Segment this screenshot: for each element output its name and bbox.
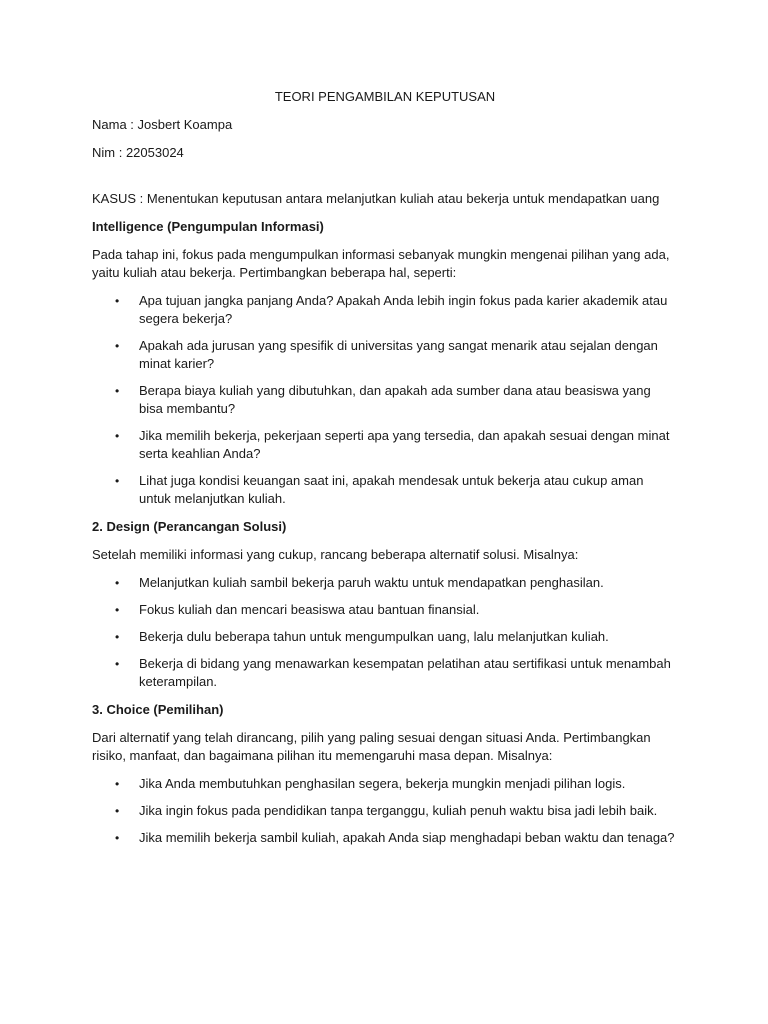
bullet-list-design — [92, 574, 678, 691]
document-page — [92, 88, 678, 857]
bullet-list-intelligence — [92, 292, 678, 508]
section-intro-intelligence: Pada tahap ini, fokus pada mengumpulkan informasi sebanyak mungkin mengenai pilihan yang ada, yaitu kuliah atau bekerja. Pertimbangkan beberapa hal, seperti: — [92, 247, 670, 280]
section-heading-intelligence: Intelligence (Pengumpulan Informasi) — [92, 219, 324, 234]
list-item — [92, 829, 678, 847]
bullet-icon: • — [115, 339, 120, 353]
list-item-text: Bekerja dulu beberapa tahun untuk mengumpulkan uang, lalu melanjutkan kuliah. — [139, 629, 609, 644]
bullet-icon: • — [115, 294, 120, 308]
list-item-text: Jika ingin fokus pada pendidikan tanpa terganggu, kuliah penuh waktu bisa jadi lebih baik. — [139, 803, 658, 818]
section-intro-design: Setelah memiliki informasi yang cukup, rancang beberapa alternatif solusi. Misalnya: — [92, 547, 579, 562]
document-title: TEORI PENGAMBILAN KEPUTUSAN — [274, 89, 496, 104]
list-item-text: Lihat juga kondisi keuangan saat ini, apakah mendesak untuk bekerja atau cukup aman untuk melanjutkan kuliah. — [139, 473, 644, 506]
list-item — [92, 628, 678, 646]
nim-line: Nim : 22053024 — [92, 145, 184, 160]
bullet-icon: • — [115, 657, 120, 671]
section-intro-choice: Dari alternatif yang telah dirancang, pilih yang paling sesuai dengan situasi Anda. Pertimbangkan risiko, manfaat, dan bagaimana pilihan itu memengaruhi masa depan. Misalnya: — [92, 730, 651, 763]
section-heading-choice: 3. Choice (Pemilihan) — [92, 702, 224, 717]
kasus-line: KASUS : Menentukan keputusan antara melanjutkan kuliah atau bekerja untuk mendapatkan uang — [92, 191, 660, 206]
list-item — [92, 655, 678, 691]
bullet-icon: • — [115, 384, 120, 398]
bullet-icon: • — [115, 630, 120, 644]
bullet-icon: • — [115, 777, 120, 791]
list-item-text: Apa tujuan jangka panjang Anda? Apakah Anda lebih ingin fokus pada karier akademik atau segera bekerja? — [139, 293, 668, 326]
bullet-icon: • — [115, 576, 120, 590]
list-item-text: Jika memilih bekerja sambil kuliah, apakah Anda siap menghadapi beban waktu dan tenaga? — [139, 830, 675, 845]
list-item — [92, 337, 678, 373]
list-item — [92, 292, 678, 328]
list-item — [92, 427, 678, 463]
list-item — [92, 775, 678, 793]
list-item — [92, 382, 678, 418]
list-item-text: Apakah ada jurusan yang spesifik di universitas yang sangat menarik atau sejalan dengan minat karier? — [139, 338, 658, 371]
bullet-icon: • — [115, 804, 120, 818]
bullet-list-choice — [92, 775, 678, 847]
list-item — [92, 601, 678, 619]
section-heading-design: 2. Design (Perancangan Solusi) — [92, 519, 287, 534]
bullet-icon: • — [115, 474, 120, 488]
list-item-text: Jika memilih bekerja, pekerjaan seperti apa yang tersedia, dan apakah sesuai dengan minat serta keahlian Anda? — [139, 428, 670, 461]
list-item-text: Fokus kuliah dan mencari beasiswa atau bantuan finansial. — [139, 602, 480, 617]
list-item — [92, 574, 678, 592]
list-item-text: Melanjutkan kuliah sambil bekerja paruh waktu untuk mendapatkan penghasilan. — [139, 575, 604, 590]
list-item-text: Bekerja di bidang yang menawarkan kesempatan pelatihan atau sertifikasi untuk menambah keterampilan. — [139, 656, 671, 689]
list-item-text: Berapa biaya kuliah yang dibutuhkan, dan apakah ada sumber dana atau beasiswa yang bisa membantu? — [139, 383, 651, 416]
bullet-icon: • — [115, 429, 120, 443]
list-item-text: Jika Anda membutuhkan penghasilan segera, bekerja mungkin menjadi pilihan logis. — [139, 776, 626, 791]
bullet-icon: • — [115, 603, 120, 617]
bullet-icon: • — [115, 831, 120, 845]
list-item — [92, 802, 678, 820]
list-item — [92, 472, 678, 508]
name-line: Nama : Josbert Koampa — [92, 117, 233, 132]
